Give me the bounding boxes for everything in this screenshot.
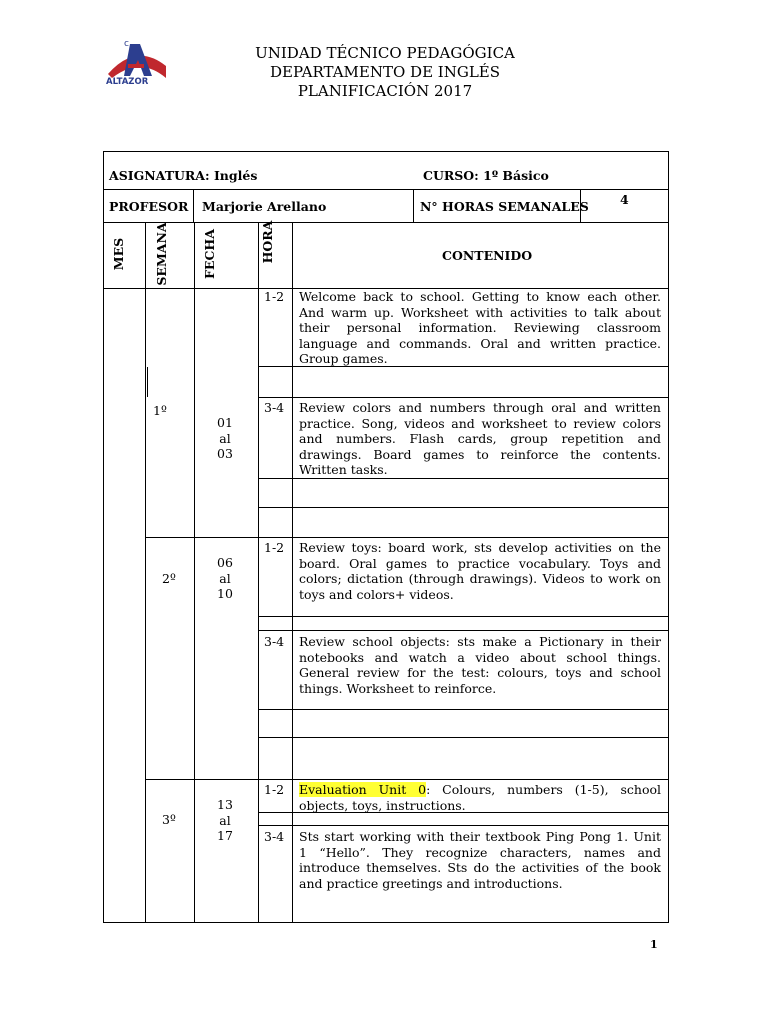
logo-name: ALTAZOR bbox=[106, 77, 149, 86]
week-3-hora-2: 3-4 bbox=[264, 829, 285, 844]
week-2-content-2: Review school objects: sts make a Pictionary in their notebooks and watch a video about school things. General review for the test: colours, toys and school things. Worksheet to reinforce. bbox=[299, 634, 661, 696]
week-2-hora-2: 3-4 bbox=[264, 634, 285, 649]
asignatura-label: ASIGNATURA: Inglés bbox=[109, 168, 258, 183]
col-header-semana: SEMANA bbox=[154, 222, 169, 286]
week-2-content-1: Review toys: board work, sts develop activities on the board. Oral games to practice vocabulary. Toys and colors; dictation (through drawings). Videos to work on toys and colors+ videos. bbox=[299, 540, 661, 602]
document-header bbox=[180, 44, 590, 101]
week-2-semana: 2º bbox=[162, 571, 176, 586]
header-line-1: UNIDAD TÉCNICO PEDAGÓGICA bbox=[255, 44, 515, 62]
week-1-fecha: 01 al 03 bbox=[217, 415, 233, 462]
header-line-2: DEPARTAMENTO DE INGLÉS bbox=[269, 63, 501, 81]
altazor-logo bbox=[100, 36, 172, 86]
horas-value: 4 bbox=[620, 192, 629, 207]
col-header-contenido: CONTENIDO bbox=[442, 248, 533, 263]
week-1-content-2: Review colors and numbers through oral and written practice. Song, videos and worksheet to review colors and numbers. Flash cards, group repetition and drawings. Board games to reinforce the contents. Written tasks. bbox=[299, 400, 661, 478]
week-3-fecha: 13 al 17 bbox=[217, 797, 233, 844]
week-2-fecha: 06 al 10 bbox=[217, 555, 233, 602]
horas-label: N° HORAS SEMANALES bbox=[420, 199, 589, 214]
week-3-hora-1: 1-2 bbox=[264, 782, 285, 797]
logo-letter-c: c bbox=[124, 39, 129, 49]
page-number: 1 bbox=[650, 938, 658, 951]
week-1-hora-2: 3-4 bbox=[264, 400, 285, 415]
week-3-semana: 3º bbox=[162, 812, 176, 827]
evaluation-highlight: Evaluation Unit 0 bbox=[299, 782, 427, 797]
col-header-fecha: FECHA bbox=[202, 229, 217, 279]
profesor-name: Marjorie Arellano bbox=[202, 199, 327, 214]
week-1-content-1: Welcome back to school. Getting to know each other. And warm up. Worksheet with activities to talk about their personal information. Reviewing classroom language and commands. Oral and written practice. Group games. bbox=[299, 289, 661, 367]
profesor-label: PROFESOR bbox=[109, 199, 189, 214]
week-1-hora-1: 1-2 bbox=[264, 289, 285, 304]
week-1-semana: 1º bbox=[153, 403, 167, 418]
header-line-3: PLANIFICACIÓN 2017 bbox=[297, 82, 473, 100]
week-3-content-1: Evaluation Unit 0: Colours, numbers (1-5), school objects, toys, instructions. bbox=[299, 782, 661, 813]
altazor-logo-mark bbox=[100, 36, 172, 86]
col-header-hora: HORA bbox=[260, 220, 275, 264]
week-2-hora-1: 1-2 bbox=[264, 540, 285, 555]
col-header-mes: MES bbox=[111, 237, 126, 271]
curso-label: CURSO: 1º Básico bbox=[423, 168, 549, 183]
week-3-content-2: Sts start working with their textbook Ping Pong 1. Unit 1 “Hello”. They recognize characters, names and introduce themselves. Sts do the activities of the book and practice greetings and introductions. bbox=[299, 829, 661, 891]
